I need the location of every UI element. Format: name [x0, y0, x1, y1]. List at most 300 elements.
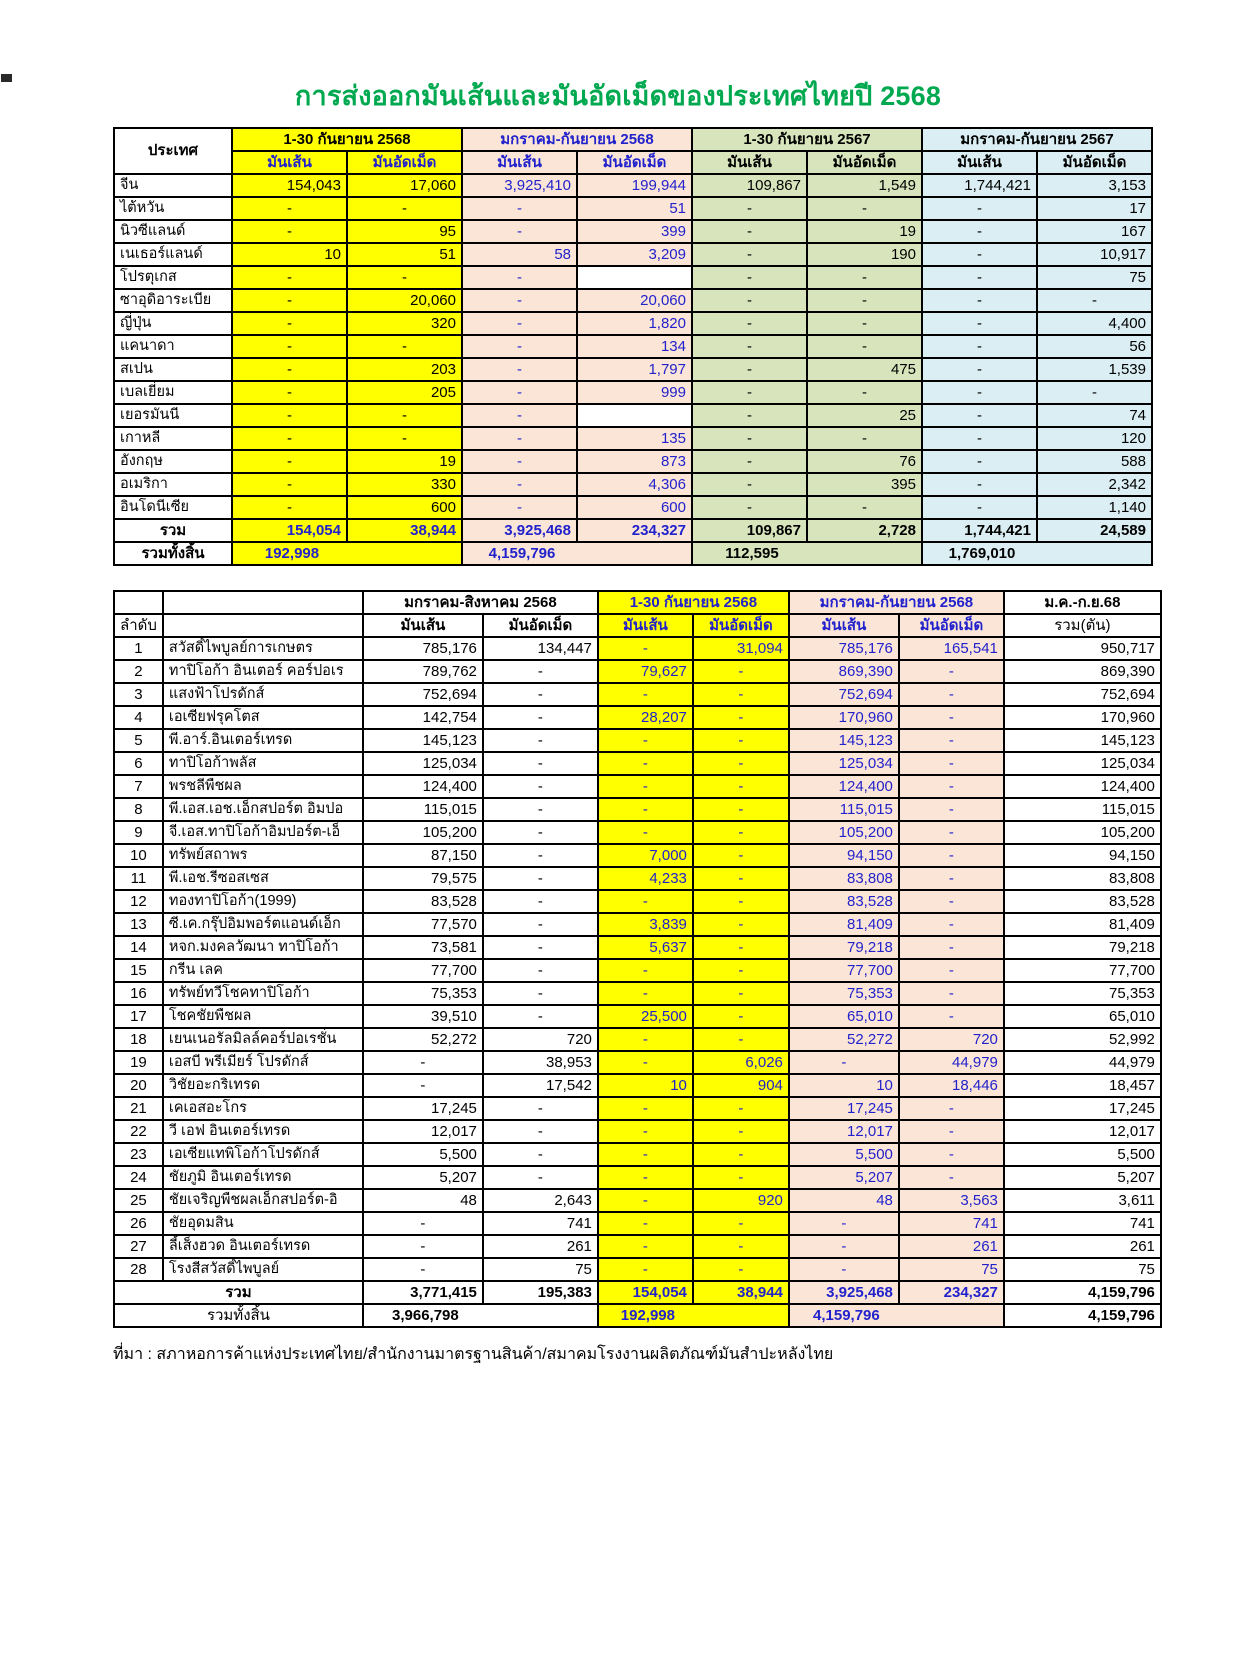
table2-row: [114, 683, 1161, 706]
value-cell: 28,207: [598, 706, 693, 729]
value-cell: 869,390: [789, 660, 899, 683]
period-header: 1-30 กันยายน 2568: [598, 591, 789, 614]
value-cell: -: [462, 496, 577, 519]
rank-cell: 11: [114, 867, 163, 890]
company-cell: เอสบี พรีเมียร์ โปรดักส์: [163, 1051, 363, 1074]
value-cell: -: [462, 427, 577, 450]
value-cell: 154,043: [232, 174, 347, 197]
value-cell: -: [462, 473, 577, 496]
table2-row: [114, 798, 1161, 821]
company-cell: วี เอฟ อินเตอร์เทรด: [163, 1120, 363, 1143]
value-cell: -: [899, 683, 1004, 706]
value-cell: -: [692, 473, 807, 496]
rank-cell: 4: [114, 706, 163, 729]
value-cell: 165,541: [899, 637, 1004, 660]
value-cell: -: [483, 683, 598, 706]
value-cell: -: [693, 752, 789, 775]
value-cell: 20,060: [577, 289, 692, 312]
value-cell: 5,207: [789, 1166, 899, 1189]
company-cell: พี.อาร์.อินเตอร์เทรด: [163, 729, 363, 752]
rank-cell: 24: [114, 1166, 163, 1189]
country-cell: เนเธอร์แลนด์: [114, 243, 232, 266]
table2-row: [114, 1028, 1161, 1051]
rank-cell: 13: [114, 913, 163, 936]
page-title: การส่งออกมันเส้นและมันอัดเม็ดของประเทศไทยปี 2568: [294, 81, 942, 111]
total-label: รวม: [114, 519, 232, 542]
value-cell: -: [462, 312, 577, 335]
value-cell: -: [807, 289, 922, 312]
value-cell: -: [899, 959, 1004, 982]
value-cell: 5,207: [1004, 1166, 1161, 1189]
value-cell: -: [598, 1028, 693, 1051]
table1-row: [114, 450, 1152, 473]
value-cell: -: [598, 683, 693, 706]
value-cell: 600: [347, 496, 462, 519]
value-cell: 105,200: [363, 821, 483, 844]
value-cell: -: [232, 289, 347, 312]
value-cell: -: [598, 1212, 693, 1235]
value-cell: 134,447: [483, 637, 598, 660]
table1-row: [114, 220, 1152, 243]
table1-row: [114, 289, 1152, 312]
value-cell: 44,979: [1004, 1051, 1161, 1074]
value-cell: 48: [789, 1189, 899, 1212]
table2-row: [114, 936, 1161, 959]
value-cell: -: [899, 729, 1004, 752]
value-cell: -: [598, 752, 693, 775]
country-cell: ซาอุดิอาระเบีย: [114, 289, 232, 312]
value-cell: -: [899, 1166, 1004, 1189]
table2-row: [114, 1005, 1161, 1028]
value-cell: 261: [483, 1235, 598, 1258]
country-cell: สเปน: [114, 358, 232, 381]
value-cell: 1,140: [1037, 496, 1152, 519]
value-cell: -: [692, 312, 807, 335]
company-cell: ทาปิโอก้าพลัส: [163, 752, 363, 775]
value-cell: 752,694: [789, 683, 899, 706]
value-cell: -: [693, 844, 789, 867]
company-cell: วิชัยอะกริเทรด: [163, 1074, 363, 1097]
table2-row: [114, 1212, 1161, 1235]
value-cell: 869,390: [1004, 660, 1161, 683]
value-cell: -: [899, 1097, 1004, 1120]
value-cell: -: [483, 1120, 598, 1143]
value-cell: 120: [1037, 427, 1152, 450]
value-cell: -: [899, 775, 1004, 798]
value-cell: 12,017: [1004, 1120, 1161, 1143]
country-cell: อังกฤษ: [114, 450, 232, 473]
period-header: มกราคม-กันยายน 2568: [462, 128, 692, 151]
value-cell: 95: [347, 220, 462, 243]
value-cell: 7,000: [598, 844, 693, 867]
value-cell: -: [692, 496, 807, 519]
export-by-country-table: [113, 127, 1153, 566]
value-cell: -: [899, 982, 1004, 1005]
company-cell: ซี.เค.กรุ๊ปอิมพอร์ตแอนด์เอ็ก: [163, 913, 363, 936]
value-cell: -: [922, 243, 1037, 266]
value-cell: 52,272: [363, 1028, 483, 1051]
value-cell: -: [363, 1051, 483, 1074]
value-cell: 58: [462, 243, 577, 266]
value-cell: 75,353: [789, 982, 899, 1005]
scan-artifact: [1, 74, 12, 82]
value-cell: -: [899, 706, 1004, 729]
value-cell: -: [462, 197, 577, 220]
company-cell: โชคชัยพืชผล: [163, 1005, 363, 1028]
table2-row: [114, 1235, 1161, 1258]
value-cell: 25: [807, 404, 922, 427]
value-cell: 1,797: [577, 358, 692, 381]
export-by-company-table: [113, 590, 1162, 1328]
table2-row: [114, 982, 1161, 1005]
table2-row: [114, 1074, 1161, 1097]
value-cell: -: [232, 220, 347, 243]
value-cell: -: [807, 427, 922, 450]
value-cell: 73,581: [363, 936, 483, 959]
rank-cell: 7: [114, 775, 163, 798]
value-cell: 3,153: [1037, 174, 1152, 197]
value-cell: -: [789, 1051, 899, 1074]
table2-row: [114, 890, 1161, 913]
product-header: มันอัดเม็ด: [807, 151, 922, 174]
rank-cell: 26: [114, 1212, 163, 1235]
value-cell: -: [693, 729, 789, 752]
country-cell: ไต้หวัน: [114, 197, 232, 220]
value-cell: -: [483, 798, 598, 821]
value-cell: -: [693, 959, 789, 982]
value-cell: 51: [347, 243, 462, 266]
value-cell: -: [483, 729, 598, 752]
company-cell: ทองทาปิโอก้า(1999): [163, 890, 363, 913]
value-cell: 79,575: [363, 867, 483, 890]
total-cell: 38,944: [347, 519, 462, 542]
value-cell: 17,245: [363, 1097, 483, 1120]
value-cell: 399: [577, 220, 692, 243]
value-cell: 10,917: [1037, 243, 1152, 266]
table2-group-header-row: [114, 591, 1161, 614]
value-cell: 920: [693, 1189, 789, 1212]
value-cell: 77,700: [789, 959, 899, 982]
value-cell: 19: [347, 450, 462, 473]
table2-row: [114, 844, 1161, 867]
table1-row: [114, 197, 1152, 220]
grand-total-cell: 1,769,010: [922, 542, 1152, 565]
value-cell: -: [899, 1005, 1004, 1028]
value-cell: -: [483, 913, 598, 936]
value-cell: 77,570: [363, 913, 483, 936]
value-cell: 5,637: [598, 936, 693, 959]
rank-cell: 10: [114, 844, 163, 867]
value-cell: -: [922, 220, 1037, 243]
value-cell: 77,700: [1004, 959, 1161, 982]
value-cell: 950,717: [1004, 637, 1161, 660]
value-cell: 10: [789, 1074, 899, 1097]
value-cell: 83,528: [363, 890, 483, 913]
company-cell: พี.เอส.เอช.เอ็กสปอร์ต อิมปอ: [163, 798, 363, 821]
rank-cell: 5: [114, 729, 163, 752]
value-cell: 4,233: [598, 867, 693, 890]
rank-cell: 2: [114, 660, 163, 683]
value-cell: 105,200: [789, 821, 899, 844]
value-cell: -: [693, 1235, 789, 1258]
value-cell: -: [347, 266, 462, 289]
value-cell: 1,744,421: [922, 174, 1037, 197]
value-cell: 10: [232, 243, 347, 266]
table2-total-row: [114, 1281, 1161, 1304]
table2-row: [114, 706, 1161, 729]
country-cell: จีน: [114, 174, 232, 197]
rank-cell: 16: [114, 982, 163, 1005]
value-cell: -: [598, 1120, 693, 1143]
rank-cell: 25: [114, 1189, 163, 1212]
value-cell: 83,808: [789, 867, 899, 890]
value-cell: -: [693, 1120, 789, 1143]
product-header: มันอัดเม็ด: [1037, 151, 1152, 174]
value-cell: 109,867: [692, 174, 807, 197]
value-cell: -: [922, 197, 1037, 220]
table1-row: [114, 174, 1152, 197]
value-cell: -: [232, 427, 347, 450]
value-cell: -: [232, 266, 347, 289]
value-cell: 741: [899, 1212, 1004, 1235]
value-cell: 199,944: [577, 174, 692, 197]
value-cell: -: [899, 1143, 1004, 1166]
total-cell: 234,327: [577, 519, 692, 542]
value-cell: -: [693, 890, 789, 913]
value-cell: [577, 404, 692, 427]
rank-cell: 18: [114, 1028, 163, 1051]
value-cell: 3,611: [1004, 1189, 1161, 1212]
value-cell: 752,694: [363, 683, 483, 706]
value-cell: 52,272: [789, 1028, 899, 1051]
value-cell: -: [807, 266, 922, 289]
value-cell: -: [899, 660, 1004, 683]
value-cell: -: [693, 660, 789, 683]
product-header: มันอัดเม็ด: [577, 151, 692, 174]
rank-cell: 8: [114, 798, 163, 821]
rank-cell: 3: [114, 683, 163, 706]
value-cell: 2,643: [483, 1189, 598, 1212]
value-cell: -: [598, 637, 693, 660]
total-cell: 24,589: [1037, 519, 1152, 542]
rank-cell: 22: [114, 1120, 163, 1143]
table2-row: [114, 775, 1161, 798]
value-cell: 142,754: [363, 706, 483, 729]
value-cell: 52,992: [1004, 1028, 1161, 1051]
product-header: มันเส้น: [922, 151, 1037, 174]
value-cell: -: [363, 1074, 483, 1097]
value-cell: -: [483, 752, 598, 775]
value-cell: -: [598, 982, 693, 1005]
value-cell: -: [462, 381, 577, 404]
blank-header-cell: [114, 591, 163, 614]
value-cell: 1,820: [577, 312, 692, 335]
grand-total-cell: 192,998: [232, 542, 462, 565]
table2-row: [114, 1258, 1161, 1281]
value-cell: -: [693, 1097, 789, 1120]
value-cell: -: [899, 821, 1004, 844]
value-cell: -: [807, 381, 922, 404]
total-column-header: ม.ค.-ก.ย.68: [1004, 591, 1161, 614]
company-cell: ทรัพย์สถาพร: [163, 844, 363, 867]
value-cell: -: [693, 775, 789, 798]
value-cell: -: [693, 1258, 789, 1281]
total-cell: 234,327: [899, 1281, 1004, 1304]
value-cell: -: [462, 220, 577, 243]
value-cell: -: [483, 706, 598, 729]
value-cell: 741: [483, 1212, 598, 1235]
value-cell: 125,034: [363, 752, 483, 775]
product-header: มันเส้น: [232, 151, 347, 174]
value-cell: -: [922, 496, 1037, 519]
value-cell: 6,026: [693, 1051, 789, 1074]
value-cell: -: [693, 982, 789, 1005]
value-cell: -: [232, 381, 347, 404]
product-header: มันเส้น: [692, 151, 807, 174]
value-cell: 904: [693, 1074, 789, 1097]
value-cell: -: [922, 381, 1037, 404]
value-cell: -: [232, 197, 347, 220]
table1-group-header-row: [114, 128, 1152, 151]
table2-sub-header-row: [114, 614, 1161, 637]
value-cell: 79,218: [1004, 936, 1161, 959]
value-cell: 741: [1004, 1212, 1161, 1235]
total-cell: 195,383: [483, 1281, 598, 1304]
value-cell: 115,015: [363, 798, 483, 821]
product-header: มันอัดเม็ด: [693, 614, 789, 637]
grand-total-label: รวมทั้งสิ้น: [114, 542, 232, 565]
value-cell: -: [483, 982, 598, 1005]
value-cell: 75: [1004, 1258, 1161, 1281]
product-header: มันอัดเม็ด: [899, 614, 1004, 637]
value-cell: -: [1037, 381, 1152, 404]
value-cell: 3,563: [899, 1189, 1004, 1212]
company-cell: ทาปิโอก้า อินเตอร์ คอร์ปอเร: [163, 660, 363, 683]
value-cell: -: [483, 867, 598, 890]
value-cell: 65,010: [789, 1005, 899, 1028]
grand-total-cell: 3,966,798: [363, 1304, 598, 1327]
value-cell: 203: [347, 358, 462, 381]
rank-cell: 28: [114, 1258, 163, 1281]
rank-cell: 6: [114, 752, 163, 775]
value-cell: 83,528: [1004, 890, 1161, 913]
value-cell: -: [922, 358, 1037, 381]
value-cell: -: [232, 496, 347, 519]
total-cell: 154,054: [598, 1281, 693, 1304]
value-cell: -: [232, 473, 347, 496]
value-cell: 75: [1037, 266, 1152, 289]
table1-grand-total-row: [114, 542, 1152, 565]
value-cell: 75,353: [1004, 982, 1161, 1005]
company-cell: เคเอสอะโกร: [163, 1097, 363, 1120]
value-cell: -: [922, 266, 1037, 289]
value-cell: -: [922, 473, 1037, 496]
value-cell: -: [922, 450, 1037, 473]
table1-row: [114, 266, 1152, 289]
value-cell: -: [462, 404, 577, 427]
value-cell: -: [483, 775, 598, 798]
value-cell: -: [899, 867, 1004, 890]
value-cell: -: [363, 1258, 483, 1281]
value-cell: 124,400: [789, 775, 899, 798]
value-cell: 3,839: [598, 913, 693, 936]
value-cell: 83,808: [1004, 867, 1161, 890]
product-header: มันเส้น: [789, 614, 899, 637]
table1-row: [114, 358, 1152, 381]
value-cell: -: [899, 844, 1004, 867]
source-note: ที่มา : สภาหอการค้าแห่งประเทศไทย/สำนักงานมาตรฐานสินค้า/สมาคมโรงงานผลิตภัณฑ์มันสำปะหลังไทย: [113, 1346, 834, 1363]
rank-cell: 23: [114, 1143, 163, 1166]
value-cell: 19: [807, 220, 922, 243]
value-cell: 105,200: [1004, 821, 1161, 844]
country-cell: เยอรมันนี: [114, 404, 232, 427]
country-cell: แคนาดา: [114, 335, 232, 358]
product-header: มันอัดเม็ด: [347, 151, 462, 174]
value-cell: 4,306: [577, 473, 692, 496]
company-cell: แสงฟ้าโปรดักส์: [163, 683, 363, 706]
value-cell: -: [483, 959, 598, 982]
value-cell: -: [462, 335, 577, 358]
table1-row: [114, 381, 1152, 404]
value-cell: -: [598, 1143, 693, 1166]
value-cell: -: [483, 1143, 598, 1166]
rank-cell: 20: [114, 1074, 163, 1097]
value-cell: [577, 266, 692, 289]
value-cell: 167: [1037, 220, 1152, 243]
total-cell: 1,744,421: [922, 519, 1037, 542]
value-cell: 3,925,410: [462, 174, 577, 197]
table2-row: [114, 637, 1161, 660]
value-cell: -: [232, 450, 347, 473]
company-cell: จี.เอส.ทาปิโอก้าอิมปอร์ต-เอ็: [163, 821, 363, 844]
value-cell: 720: [483, 1028, 598, 1051]
value-cell: 17,542: [483, 1074, 598, 1097]
rank-column-header: ลำดับ: [114, 614, 163, 637]
country-column-header: ประเทศ: [114, 128, 232, 174]
value-cell: -: [598, 1258, 693, 1281]
blank-header-cell: [163, 591, 363, 614]
value-cell: -: [693, 821, 789, 844]
period-header: มกราคม-สิงหาคม 2568: [363, 591, 598, 614]
grand-total-cell: 112,595: [692, 542, 922, 565]
value-cell: -: [692, 404, 807, 427]
country-cell: อินโดนีเซีย: [114, 496, 232, 519]
value-cell: -: [483, 660, 598, 683]
rank-cell: 14: [114, 936, 163, 959]
value-cell: 81,409: [1004, 913, 1161, 936]
company-cell: เอเซียฟรุคโตส: [163, 706, 363, 729]
value-cell: 785,176: [789, 637, 899, 660]
table2-row: [114, 913, 1161, 936]
table1-row: [114, 335, 1152, 358]
value-cell: -: [692, 335, 807, 358]
value-cell: -: [922, 427, 1037, 450]
rank-cell: 1: [114, 637, 163, 660]
value-cell: 65,010: [1004, 1005, 1161, 1028]
value-cell: -: [598, 729, 693, 752]
value-cell: 125,034: [789, 752, 899, 775]
value-cell: 1,539: [1037, 358, 1152, 381]
table1-row: [114, 243, 1152, 266]
total-cell: 3,925,468: [789, 1281, 899, 1304]
value-cell: -: [598, 1097, 693, 1120]
company-cell: ชัยอุดมสิน: [163, 1212, 363, 1235]
value-cell: 48: [363, 1189, 483, 1212]
company-cell: ชัยภูมิ อินเตอร์เทรด: [163, 1166, 363, 1189]
country-cell: โปรตุเกส: [114, 266, 232, 289]
value-cell: -: [347, 197, 462, 220]
value-cell: 18,446: [899, 1074, 1004, 1097]
